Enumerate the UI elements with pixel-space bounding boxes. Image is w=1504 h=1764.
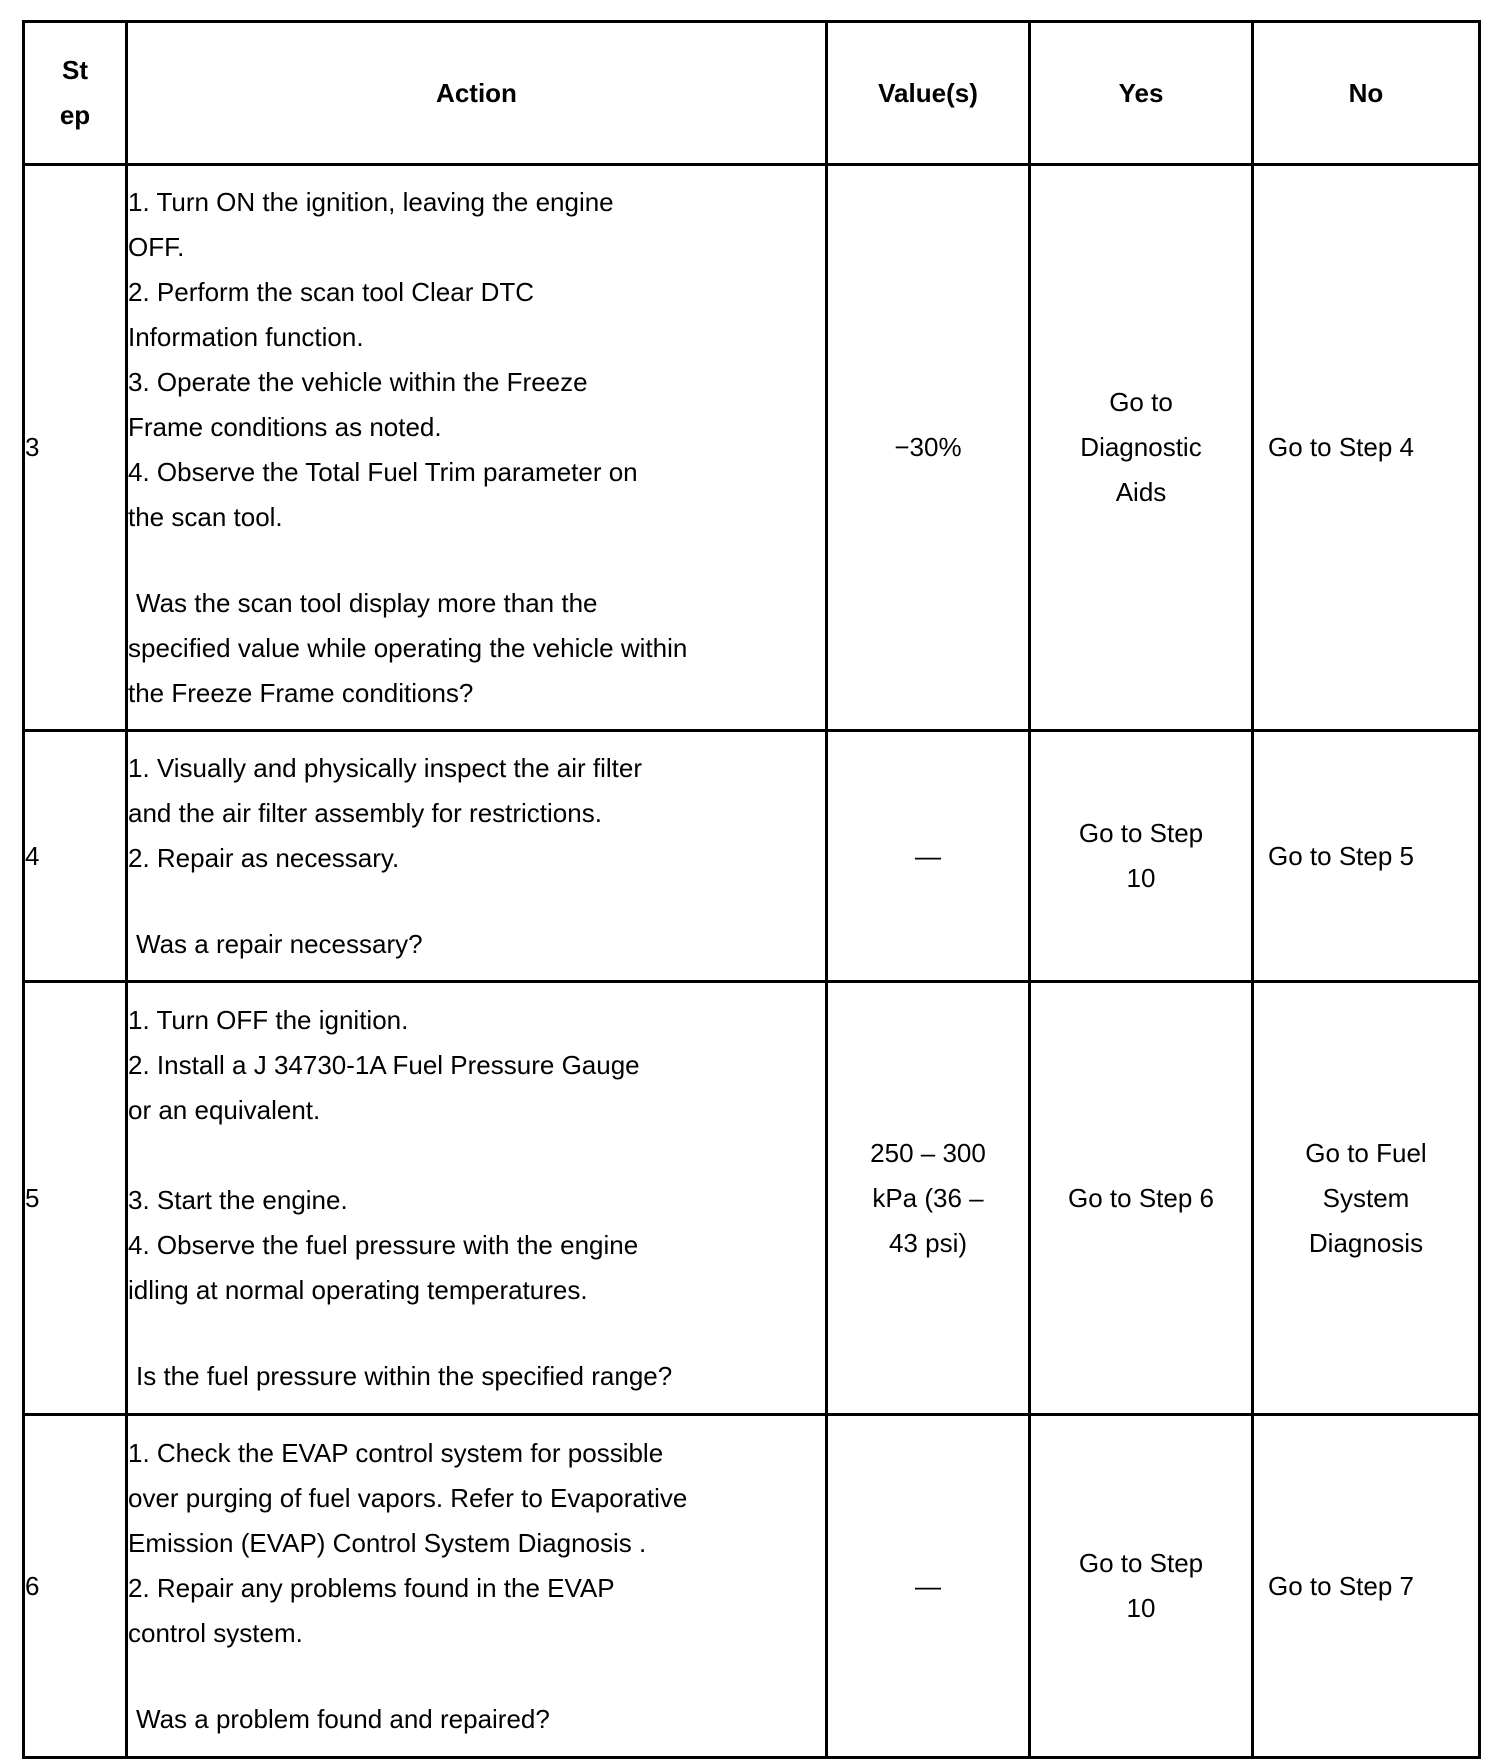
action-cell	[127, 165, 827, 731]
action-line: 2. Install a J 34730-1A Fuel Pressure Gauge	[128, 1049, 640, 1080]
action-line: 2. Repair any problems found in the EVAP	[128, 1572, 615, 1603]
action-line: 3. Operate the vehicle within the Freeze	[128, 366, 588, 397]
action-line: 4. Observe the Total Fuel Trim parameter on	[128, 456, 638, 487]
yes-line: Diagnostic	[1080, 432, 1202, 462]
question-line: Was the scan tool display more than the	[136, 587, 598, 618]
yes-line: Go to Step	[1078, 1548, 1204, 1578]
action-question	[128, 1354, 825, 1399]
yes-line: Aids	[1115, 477, 1167, 507]
no-line: Diagnosis	[1308, 1227, 1424, 1258]
header-values: Value(s)	[827, 22, 1030, 165]
no-line: Go to Step 7	[1268, 1570, 1414, 1601]
no-cell	[1253, 1415, 1480, 1758]
header-step-line: ep	[59, 100, 91, 130]
action-line: over purging of fuel vapors. Refer to Evaporative	[128, 1482, 688, 1513]
action-line: idling at normal operating temperatures.	[128, 1274, 588, 1305]
yes-cell	[1030, 731, 1253, 982]
value-line: 250 – 300	[870, 1137, 986, 1168]
value-cell: —	[827, 1415, 1030, 1758]
action-line: the scan tool.	[128, 501, 283, 532]
step-number: 3	[24, 165, 127, 731]
question-line: Was a repair necessary?	[136, 928, 423, 959]
action-line: 1. Turn ON the ignition, leaving the engine	[128, 186, 614, 217]
question-line: the Freeze Frame conditions?	[128, 677, 474, 708]
action-question	[128, 922, 825, 967]
value-cell	[827, 982, 1030, 1415]
action-line: 1. Turn OFF the ignition.	[128, 1004, 409, 1035]
action-line: 1. Visually and physically inspect the air filter	[128, 752, 642, 783]
no-line: Go to Step 5	[1268, 840, 1414, 871]
question-line: Was a problem found and repaired?	[136, 1703, 550, 1734]
diagnostic-table	[22, 20, 1481, 1759]
action-spacer	[128, 1133, 825, 1178]
value-cell: −30%	[827, 165, 1030, 731]
question-line: Is the fuel pressure within the specified range?	[136, 1360, 673, 1391]
action-line: Information function.	[128, 321, 364, 352]
step-number: 6	[24, 1415, 127, 1758]
table-row	[24, 982, 1480, 1415]
yes-cell	[1030, 165, 1253, 731]
yes-line: Go to Step 6	[1068, 1182, 1214, 1213]
action-line: or an equivalent.	[128, 1094, 321, 1125]
value-cell: —	[827, 731, 1030, 982]
header-no: No	[1253, 22, 1480, 165]
step-number: 4	[24, 731, 127, 982]
action-cell	[127, 731, 827, 982]
action-line: OFF.	[128, 231, 185, 262]
value-line: 43 psi)	[888, 1227, 968, 1258]
action-line: 2. Repair as necessary.	[128, 842, 400, 873]
no-line: Go to Fuel	[1305, 1137, 1427, 1168]
action-question	[128, 1697, 825, 1742]
header-step-line: St	[62, 55, 88, 85]
no-cell	[1253, 165, 1480, 731]
no-cell	[1253, 982, 1480, 1415]
action-line: control system.	[128, 1617, 303, 1648]
action-line: 3. Start the engine.	[128, 1184, 348, 1215]
no-cell	[1253, 731, 1480, 982]
action-line: and the air filter assembly for restrictions.	[128, 797, 602, 828]
yes-line: 10	[1126, 1593, 1156, 1623]
action-line: 2. Perform the scan tool Clear DTC	[128, 276, 535, 307]
header-step	[24, 22, 127, 165]
table-row	[24, 1415, 1480, 1758]
header-row	[24, 22, 1480, 165]
yes-line: Go to Step	[1078, 818, 1204, 848]
action-line: Emission (EVAP) Control System Diagnosis .	[128, 1527, 647, 1558]
no-line: Go to Step 4	[1268, 432, 1414, 462]
action-cell	[127, 1415, 827, 1758]
yes-cell	[1030, 982, 1253, 1415]
yes-line: Go to	[1109, 387, 1173, 417]
table-row	[24, 165, 1480, 731]
yes-line: 10	[1126, 863, 1156, 893]
step-number: 5	[24, 982, 127, 1415]
header-yes: Yes	[1030, 22, 1253, 165]
question-line: specified value while operating the vehicle within	[128, 632, 688, 663]
header-action: Action	[127, 22, 827, 165]
table-row	[24, 731, 1480, 982]
action-line: Frame conditions as noted.	[128, 411, 442, 442]
no-line: System	[1322, 1182, 1410, 1213]
action-line: 1. Check the EVAP control system for possible	[128, 1437, 664, 1468]
action-cell	[127, 982, 827, 1415]
action-question	[128, 581, 825, 626]
yes-cell	[1030, 1415, 1253, 1758]
action-line: 4. Observe the fuel pressure with the engine	[128, 1229, 639, 1260]
value-line: kPa (36 –	[872, 1182, 984, 1213]
